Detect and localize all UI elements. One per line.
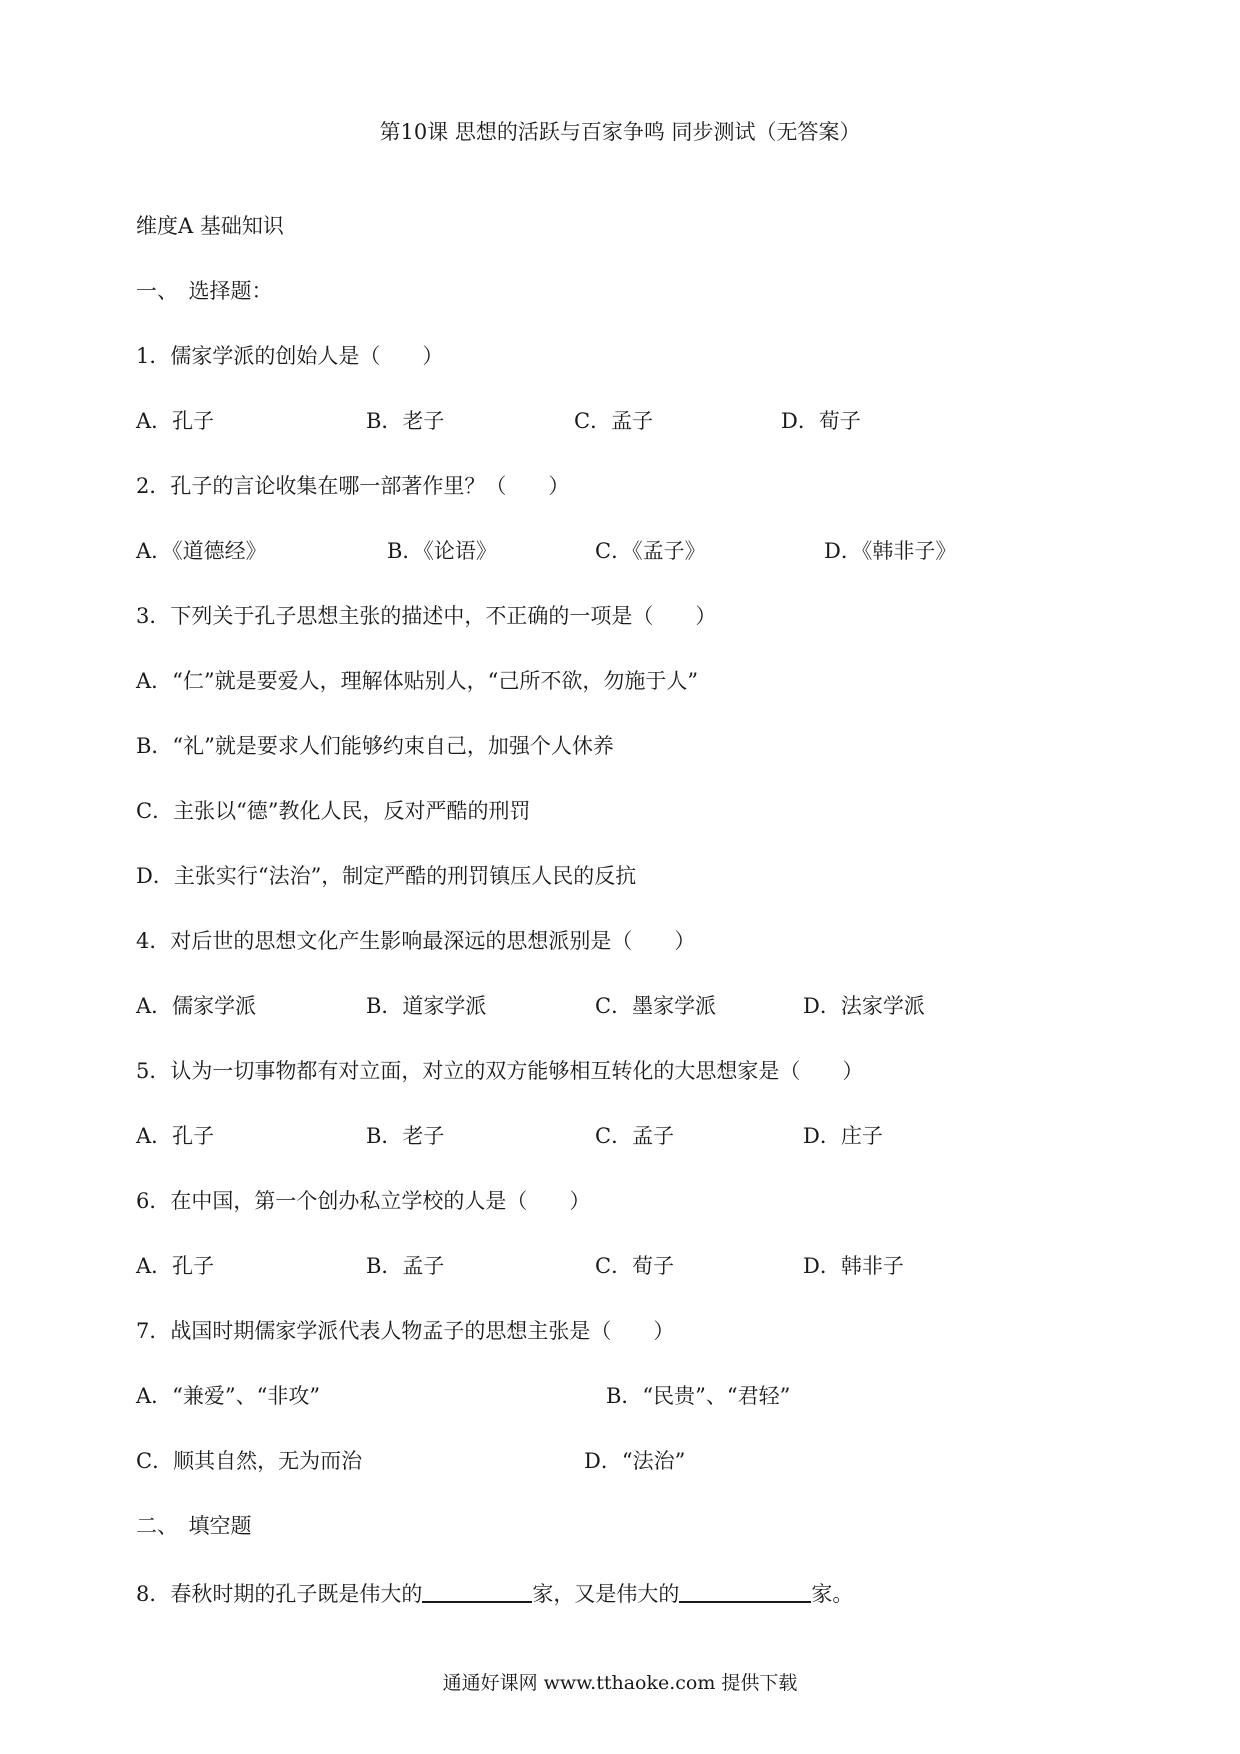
option: A．孔子 [136, 1124, 215, 1148]
option: D．庄子 [803, 1124, 883, 1148]
option: D．“法治” [584, 1449, 686, 1473]
option: C．孟子 [595, 1124, 675, 1148]
part-heading-fill: 二、 填空题 [136, 1514, 252, 1538]
option: D．韩非子 [803, 1254, 904, 1278]
option: D．荀子 [781, 409, 861, 433]
question-stem: 3．下列关于孔子思想主张的描述中，不正确的一项是（ ） [136, 604, 717, 628]
option: D．主张实行“法治”，制定严酷的刑罚镇压人民的反抗 [136, 864, 637, 888]
option: A．“仁”就是要爱人，理解体贴别人，“己所不欲，勿施于人” [136, 669, 699, 693]
question-text: 家，又是伟大的 [532, 1582, 680, 1606]
option: A．孔子 [136, 1254, 215, 1278]
option: C．墨家学派 [595, 994, 717, 1018]
option: A．儒家学派 [136, 994, 257, 1018]
option: D．《韩非子》 [824, 539, 957, 563]
question-stem: 4．对后世的思想文化产生影响最深远的思想派别是（ ） [136, 929, 696, 953]
question-text: 家。 [811, 1582, 854, 1606]
section-heading: 维度A 基础知识 [136, 214, 284, 238]
fill-in-question [136, 1577, 853, 1608]
question-stem: 1．儒家学派的创始人是（ ） [136, 344, 444, 368]
question-stem: 6．在中国，第一个创办私立学校的人是（ ） [136, 1189, 591, 1213]
option: C．顺其自然，无为而治 [136, 1449, 363, 1473]
option: B．道家学派 [366, 994, 487, 1018]
question-stem: 2．孔子的言论收集在哪一部著作里？（ ） [136, 474, 570, 498]
option: B．“民贵”、“君轻” [606, 1384, 791, 1408]
question-text: 8．春秋时期的孔子既是伟大的 [136, 1582, 423, 1606]
page-footer: 通通好课网 www.tthaoke.com 提供下载 [442, 1672, 798, 1694]
option: B．老子 [366, 409, 445, 433]
option: B．孟子 [366, 1254, 445, 1278]
option: D．法家学派 [803, 994, 925, 1018]
question-stem: 7．战国时期儒家学派代表人物孟子的思想主张是（ ） [136, 1319, 675, 1343]
answer-blank [679, 1577, 811, 1603]
option: B．《论语》 [387, 539, 497, 563]
option: B．“礼”就是要求人们能够约束自己，加强个人休养 [136, 734, 614, 758]
option: C．主张以“德”教化人民，反对严酷的刑罚 [136, 799, 531, 823]
question-stem: 5．认为一切事物都有对立面，对立的双方能够相互转化的大思想家是（ ） [136, 1059, 864, 1083]
option: C．孟子 [574, 409, 654, 433]
option: A．孔子 [136, 409, 215, 433]
option: A．《道德经》 [136, 539, 267, 563]
option: A．“兼爱”、“非攻” [136, 1384, 321, 1408]
answer-blank [422, 1577, 532, 1603]
page-title: 第10课 思想的活跃与百家争鸣 同步测试（无答案） [379, 120, 861, 144]
option: C．荀子 [595, 1254, 675, 1278]
option: B．老子 [366, 1124, 445, 1148]
option: C．《孟子》 [595, 539, 706, 563]
part-heading-choice: 一、 选择题： [136, 279, 273, 303]
